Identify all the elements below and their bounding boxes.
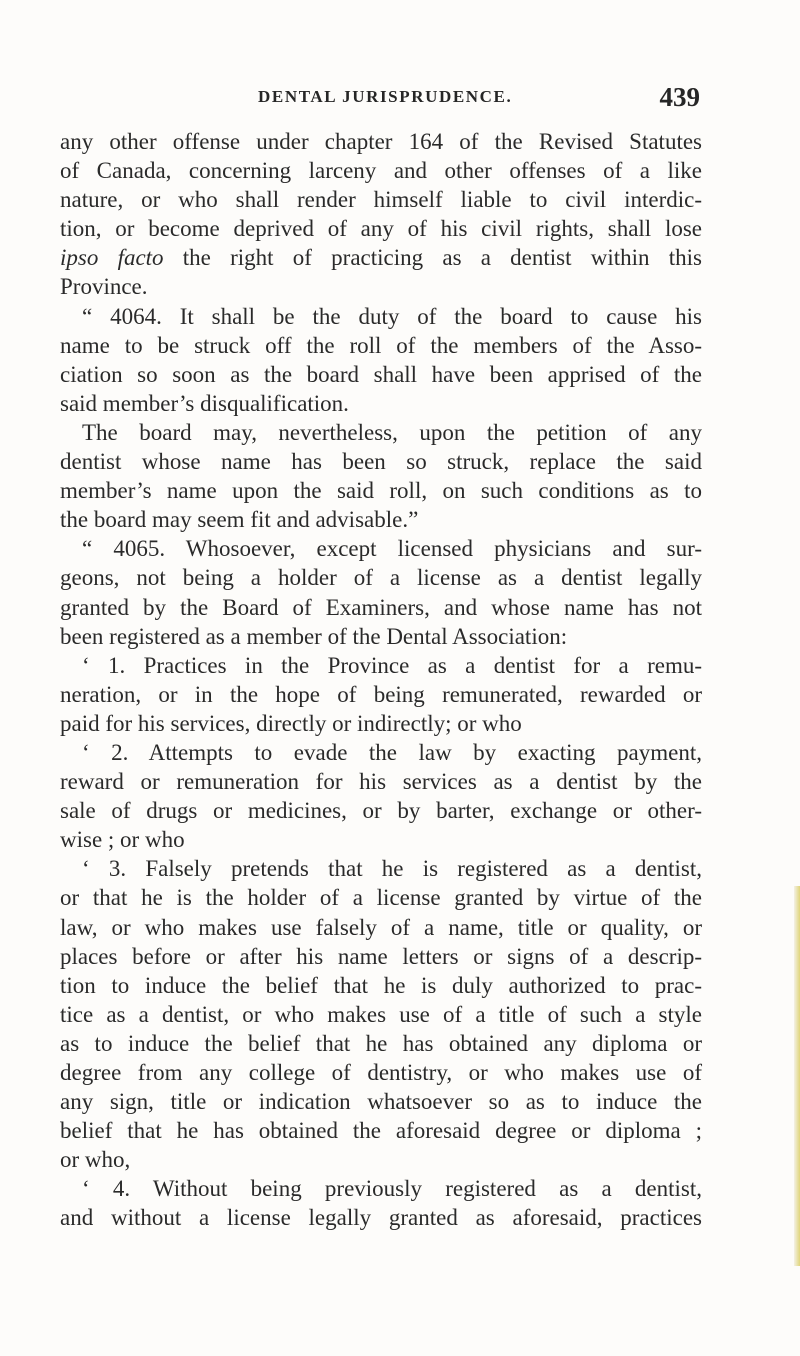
text-line: The board may, nevertheless, upon the petition of any [82, 419, 702, 445]
text-line: ‘ 3. Falsely pretends that he is registered as a dentist, [82, 856, 702, 882]
text-line: ‘ 1. Practices in the Province as a dentist for a remu- [82, 652, 702, 678]
text-line: geons, not being a holder of a license as a dentist legally [60, 565, 702, 591]
text-line: “ 4065. Whosoever, except licensed physicians and sur- [82, 536, 702, 562]
latin-phrase: ipso facto [60, 245, 164, 271]
text-line: Province. [60, 274, 148, 300]
text-line: any sign, title or indication whatsoever so as to induce the [60, 1089, 702, 1115]
text-line: granted by the Board of Examiners, and whose name has not [60, 594, 702, 620]
page-number: 439 [659, 82, 700, 112]
text-line: ipso facto the right of practicing as a dentist within this [60, 245, 702, 271]
text-line: wise ; or who [60, 827, 185, 853]
text-line: places before or after his name letters or signs of a descrip- [60, 943, 702, 969]
text-line: dentist whose name has been so struck, replace the said [60, 449, 702, 475]
body-text [60, 127, 702, 1233]
text-line: reward or remuneration for his services as a dentist by the [60, 769, 702, 795]
text-line: member’s name upon the said roll, on such conditions as to [60, 478, 702, 504]
text-line: any other offense under chapter 164 of the Revised Statutes [60, 129, 702, 154]
text-line: tion, or become deprived of any of his civil rights, shall lose [60, 216, 702, 242]
text-line: “ 4064. It shall be the duty of the board to cause his [82, 303, 702, 329]
text-line: and without a license legally granted as aforesaid, practices [60, 1205, 702, 1231]
text-line: sale of drugs or medicines, or by barter, exchange or other- [60, 798, 702, 824]
text-line: nature, or who shall render himself liable to civil interdic- [60, 187, 702, 213]
text-line: tice as a dentist, or who makes use of a title of such a style [60, 1001, 702, 1027]
text-line: name to be struck off the roll of the members of the Asso- [60, 332, 702, 358]
text-line: of Canada, concerning larceny and other offenses of a like [60, 158, 702, 184]
text-line: or who, [60, 1147, 131, 1173]
text-line: ciation so soon as the board shall have been apprised of the [60, 361, 702, 387]
text-line: ‘ 2. Attempts to evade the law by exacting payment, [82, 739, 702, 765]
text-line: paid for his services, directly or indirectly; or who [60, 710, 522, 736]
text-line: been registered as a member of the Dental Association: [60, 623, 568, 649]
text-line: as to induce the belief that he has obtained any diploma or [60, 1030, 702, 1056]
text-line: the board may seem fit and advisable.” [60, 507, 419, 533]
running-head: DENTAL JURISPRUDENCE. [258, 87, 513, 106]
text-line: tion to induce the belief that he is duly authorized to prac- [60, 972, 702, 998]
page-header [60, 82, 700, 116]
text-line: belief that he has obtained the aforesaid degree or diploma ; [60, 1118, 702, 1144]
text-line: said member’s disqualification. [60, 390, 349, 416]
text-line: neration, or in the hope of being remunerated, rewarded or [60, 681, 702, 707]
text-line: law, or who makes use falsely of a name, title or quality, or [60, 914, 702, 940]
page-edge-shading [794, 886, 800, 1266]
text-line: ‘ 4. Without being previously registered as a dentist, [82, 1176, 702, 1202]
text-line: degree from any college of dentistry, or who makes use of [60, 1060, 702, 1085]
text-line: or that he is the holder of a license granted by virtue of the [60, 885, 702, 911]
